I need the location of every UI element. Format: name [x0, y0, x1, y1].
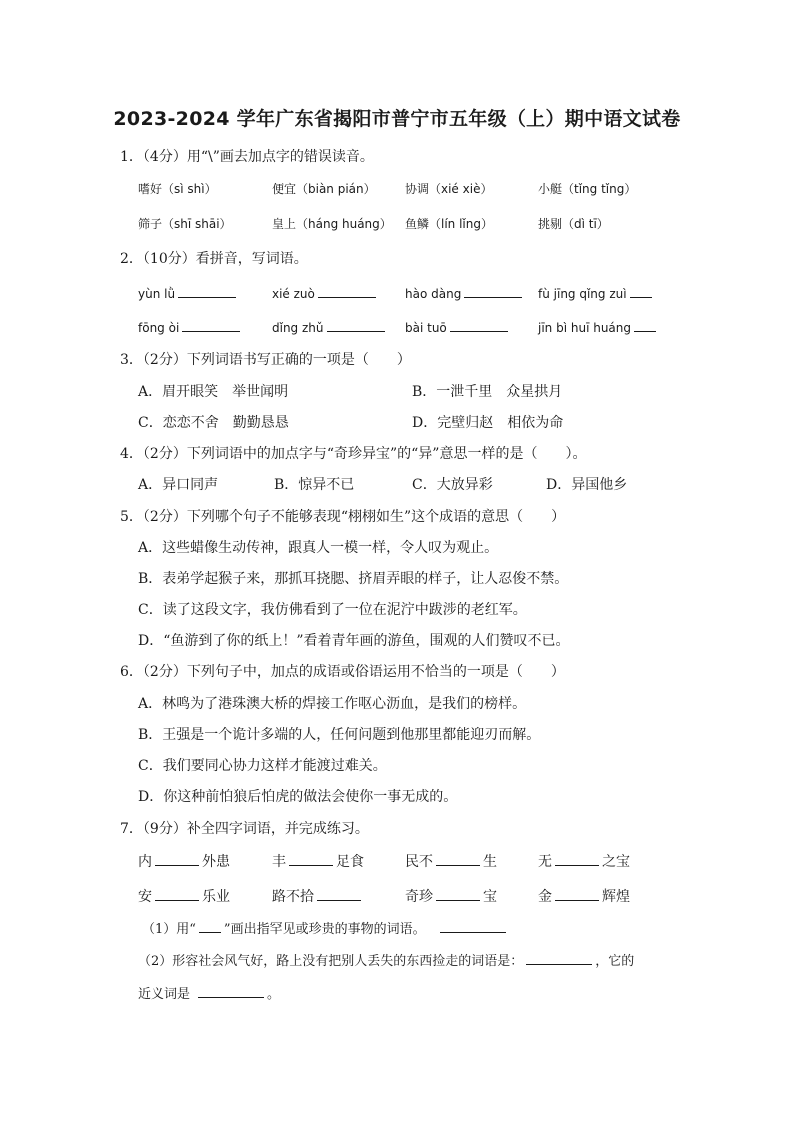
idiom-suffix: 之宝 — [602, 854, 630, 870]
q3-option-c[interactable]: C．恋恋不舍 勤勤恳恳 — [138, 415, 289, 431]
q7-sub-1 — [142, 918, 509, 937]
answer-blank[interactable] — [526, 950, 592, 965]
answer-blank[interactable] — [630, 283, 652, 298]
q7-idiom — [138, 851, 230, 871]
q7-idiom — [538, 851, 630, 871]
idiom-prefix: 安 — [138, 889, 152, 905]
idiom-prefix: 金 — [538, 889, 552, 905]
q1-item: 皇上（háng huáng） — [272, 217, 392, 231]
answer-blank[interactable] — [555, 851, 599, 866]
answer-blank[interactable] — [198, 983, 264, 998]
answer-blank[interactable] — [464, 283, 522, 298]
q3-option-d[interactable]: D．完壁归赵 相依为命 — [412, 415, 564, 431]
pinyin: dǐng zhǔ — [272, 321, 324, 335]
idiom-suffix: 乐业 — [202, 889, 230, 905]
q4-option-c[interactable]: C．大放异彩 — [412, 477, 493, 493]
q2-pinyin — [138, 283, 239, 301]
answer-blank[interactable] — [289, 851, 333, 866]
question-2-stem: 2．（10分）看拼音，写词语。 — [120, 251, 308, 267]
q6-option-b[interactable]: B．王强是一个诡计多端的人，任何问题到他那里都能迎刃而解。 — [138, 727, 541, 743]
q4-option-a[interactable]: A．异口同声 — [138, 477, 219, 493]
sub1-text-b: ”画出指罕见或珍贵的事物的词语。 — [223, 922, 426, 937]
pinyin: bài tuō — [405, 321, 447, 335]
question-1-stem: 1．（4分）用“\”画去加点字的错误读音。 — [120, 149, 374, 165]
q7-sub-2 — [138, 950, 634, 969]
q7-idiom — [272, 851, 364, 871]
sub2-text-d: 。 — [267, 987, 281, 1002]
pinyin: jīn bì huī huáng — [538, 321, 631, 335]
idiom-suffix: 足食 — [336, 854, 364, 870]
answer-blank[interactable] — [182, 317, 240, 332]
q2-pinyin — [272, 283, 379, 301]
underline-sample — [199, 920, 221, 933]
q4-option-d[interactable]: D．异国他乡 — [546, 477, 628, 493]
idiom-suffix: 外患 — [202, 854, 230, 870]
answer-blank[interactable] — [450, 317, 508, 332]
pinyin: yùn lǜ — [138, 287, 176, 301]
idiom-prefix: 奇珍 — [405, 889, 433, 905]
question-6-stem: 6．（2分）下列句子中，加点的成语或俗语运用不恰当的一项是（ ） — [120, 664, 565, 680]
answer-blank[interactable] — [327, 317, 385, 332]
q4-option-b[interactable]: B．惊异不已 — [274, 477, 355, 493]
q7-idiom — [405, 851, 497, 871]
q7-idiom — [272, 886, 364, 906]
q2-pinyin — [538, 283, 655, 301]
sub1-text-a: （1）用“ — [142, 922, 196, 937]
answer-blank[interactable] — [155, 886, 199, 901]
q5-option-a[interactable]: A．这些蜡像生动传神，跟真人一模一样，令人叹为观止。 — [138, 540, 499, 556]
q2-pinyin — [538, 317, 659, 335]
q1-item: 嗜好（sì shì） — [138, 182, 217, 196]
q6-option-a[interactable]: A．林鸣为了港珠澳大桥的焊接工作呕心沥血，是我们的榜样。 — [138, 696, 527, 712]
answer-blank[interactable] — [317, 886, 361, 901]
q6-option-c[interactable]: C．我们要同心协力这样才能渡过难关。 — [138, 758, 387, 774]
q7-idiom — [405, 886, 497, 906]
answer-blank[interactable] — [634, 317, 656, 332]
answer-blank[interactable] — [436, 886, 480, 901]
q3-option-a[interactable]: A．眉开眼笑 举世闻明 — [138, 384, 289, 400]
q1-item: 协调（xié xiè） — [405, 182, 493, 196]
q7-idiom — [538, 886, 630, 906]
q2-pinyin — [405, 317, 511, 335]
q5-option-c[interactable]: C．读了这段文字，我仿佛看到了一位在泥泞中跋涉的老红军。 — [138, 602, 527, 618]
q2-pinyin — [405, 283, 525, 301]
idiom-prefix: 丰 — [272, 854, 286, 870]
answer-blank[interactable] — [155, 851, 199, 866]
q1-item: 便宜（biàn pián） — [272, 182, 376, 196]
answer-blank[interactable] — [436, 851, 480, 866]
idiom-prefix: 内 — [138, 854, 152, 870]
idiom-prefix: 无 — [538, 854, 552, 870]
q3-option-b[interactable]: B．一泄千里 众星拱月 — [412, 384, 563, 400]
q1-item: 筛子（shī shāi） — [138, 217, 232, 231]
idiom-suffix: 宝 — [483, 889, 497, 905]
idiom-suffix: 辉煌 — [602, 889, 630, 905]
pinyin: fù jīng qǐng zuì — [538, 287, 627, 301]
q5-option-b[interactable]: B．表弟学起猴子来，那抓耳挠腮、挤眉弄眼的样子，让人忍俊不禁。 — [138, 571, 569, 587]
sub2-text-a: （2）形容社会风气好，路上没有把别人丢失的东西捡走的词语是： — [138, 954, 524, 969]
q1-item: 鱼鳞（lín lǐng） — [405, 217, 493, 231]
question-4-stem: 4．（2分）下列词语中的加点字与“奇珍异宝”的“异”意思一样的是（ ）。 — [120, 446, 587, 462]
q5-option-d[interactable]: D．“鱼游到了你的纸上！”看着青年画的游鱼，围观的人们赞叹不已。 — [138, 633, 570, 649]
q1-item: 挑剔（dì tī） — [538, 217, 609, 231]
question-5-stem: 5．（2分）下列哪个句子不能够表现“栩栩如生”这个成语的意思（ ） — [120, 509, 566, 525]
q2-pinyin — [138, 317, 243, 335]
q2-pinyin — [272, 317, 388, 335]
answer-blank[interactable] — [178, 283, 236, 298]
pinyin: fōng òi — [138, 321, 180, 335]
pinyin: hào dàng — [405, 287, 462, 301]
idiom-suffix: 生 — [483, 854, 497, 870]
exam-title: 2023-2024 学年广东省揭阳市普宁市五年级（上）期中语文试卷 — [113, 108, 681, 130]
q7-idiom — [138, 886, 230, 906]
question-7-stem: 7．（9分）补全四字词语，并完成练习。 — [120, 821, 369, 837]
idiom-prefix: 路不拾 — [272, 889, 314, 905]
sub2-text-b: ，它的 — [595, 954, 635, 969]
question-3-stem: 3．（2分）下列词语书写正确的一项是（ ） — [120, 352, 411, 368]
answer-blank[interactable] — [440, 918, 506, 933]
answer-blank[interactable] — [555, 886, 599, 901]
pinyin: xié zuò — [272, 287, 315, 301]
q7-sub-2-cont — [138, 983, 280, 1002]
idiom-prefix: 民不 — [405, 854, 433, 870]
answer-blank[interactable] — [318, 283, 376, 298]
q1-item: 小艇（tǐng tǐng） — [538, 182, 637, 196]
sub2-text-c: 近义词是 — [138, 987, 191, 1002]
q6-option-d[interactable]: D．你这种前怕狼后怕虎的做法会使你一事无成的。 — [138, 789, 458, 805]
